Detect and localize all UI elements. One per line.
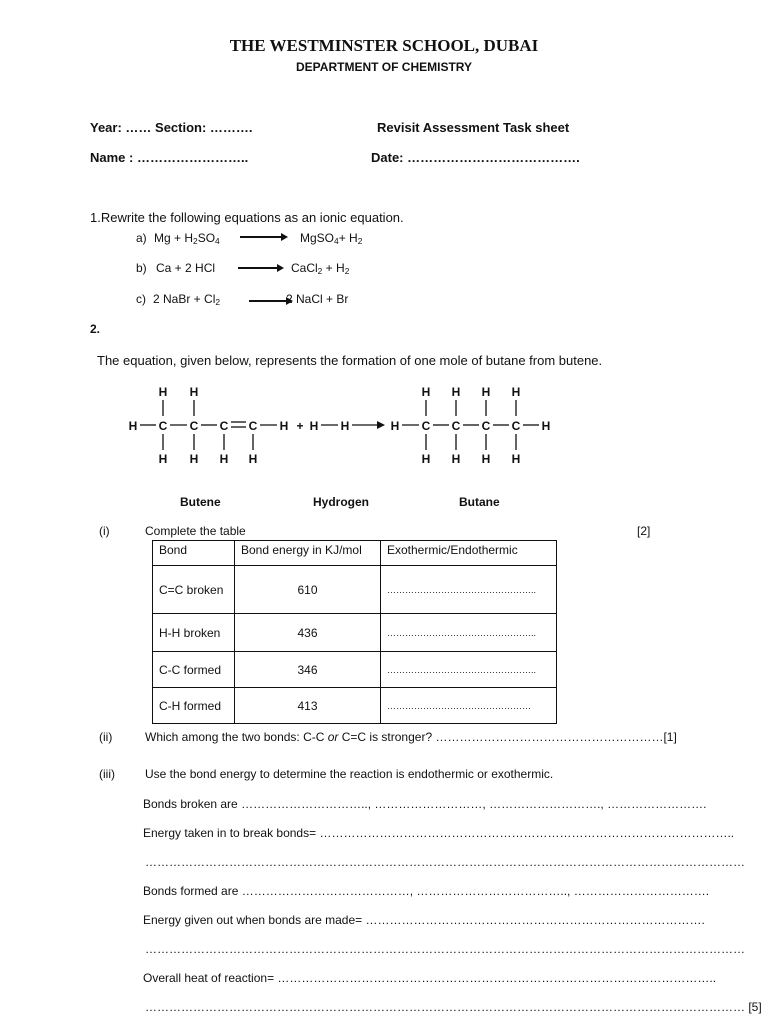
q1a-label: a) [136, 231, 147, 245]
butene-c4: C [248, 419, 258, 433]
butene-h-top-2: H [189, 385, 199, 399]
part-i-text: Complete the table [145, 524, 246, 538]
q1b-reactants: Ca + 2 HCl [156, 261, 216, 275]
energy-cell: 346 [235, 652, 381, 688]
butene-h-right: H [279, 419, 289, 433]
butane-h-top-4: H [511, 385, 521, 399]
butane-c3: C [481, 419, 491, 433]
butene-hydrogenation-diagram [95, 350, 565, 470]
answer-blank[interactable]: ………………………………………… [381, 688, 557, 724]
bond-cell: C-C formed [153, 652, 235, 688]
butene-h-bottom-4: H [248, 452, 258, 466]
q2-number: 2. [90, 322, 101, 336]
butene-h-bottom-1: H [158, 452, 168, 466]
bond-energy-table [152, 540, 557, 724]
q1c-products: 2 NaCl + Br [286, 292, 349, 306]
butane-h-bottom-3: H [481, 452, 491, 466]
table-row [153, 614, 557, 652]
butene-h-bottom-3: H [219, 452, 229, 466]
department-title: DEPARTMENT OF CHEMISTRY [296, 60, 472, 74]
date-field: Date: …………………………………. [371, 150, 580, 165]
butane-h-bottom-1: H [421, 452, 431, 466]
butane-h-right: H [541, 419, 551, 433]
energy-cell: 413 [235, 688, 381, 724]
task-title: Revisit Assessment Task sheet [377, 120, 570, 135]
answer-blank[interactable]: ………………………………………….. [381, 614, 557, 652]
energy-cell: 436 [235, 614, 381, 652]
header-energy: Bond energy in KJ/mol [235, 541, 381, 566]
label-butene: Butene [180, 495, 221, 509]
butane-h-bottom-2: H [451, 452, 461, 466]
header-type: Exothermic/Endothermic [381, 541, 557, 566]
butene-c1: C [158, 419, 168, 433]
reaction-arrowhead [377, 421, 385, 429]
working-line-1[interactable]: …………………………………………………………………………………………………………………………………… [145, 855, 745, 869]
q1c-reactants: 2 NaBr + $Cl_2$ [153, 292, 221, 308]
energy-cell: 610 [235, 566, 381, 614]
butane-c2: C [451, 419, 461, 433]
q1a-products: MgSO$_4$+ $H_2$ [300, 231, 363, 247]
part-ii-text[interactable]: Which among the two bonds: C-C or C=C is stronger? …………………………………………………[1] [145, 730, 677, 744]
hydrogen-h1: H [309, 419, 319, 433]
header-bond: Bond [153, 541, 235, 566]
school-title: THE WESTMINSTER SCHOOL, DUBAI [229, 36, 539, 55]
butane-c4: C [511, 419, 521, 433]
q1-prompt: 1.Rewrite the following equations as an ionic equation. [90, 210, 404, 225]
table-row [153, 652, 557, 688]
bond-cell: H-H broken [153, 614, 235, 652]
hydrogen-h2: H [340, 419, 350, 433]
bond-cell: C=C broken [153, 566, 235, 614]
butane-h-top-3: H [481, 385, 491, 399]
answer-blank[interactable]: ………………………………………….. [381, 652, 557, 688]
q1a-arrow [240, 236, 286, 238]
q1c-label: c) [136, 292, 146, 306]
overall-heat-line[interactable]: Overall heat of reaction= ……………………………………………………………………………………………….. [143, 971, 717, 985]
table-row [153, 688, 557, 724]
butene-h-left: H [128, 419, 138, 433]
answer-blank[interactable]: ………………………………………….. [381, 566, 557, 614]
butene-c3: C [219, 419, 229, 433]
q1b-label: b) [136, 261, 147, 275]
part-iii-number: (iii) [99, 767, 115, 781]
table-header-row [153, 541, 557, 566]
part-i-number: (i) [99, 524, 110, 538]
q1c-arrow [249, 300, 291, 302]
q1b-products: CaCl$_2$ + $H_2$ [291, 261, 350, 277]
table-row [153, 566, 557, 614]
butene-h-bottom-2: H [189, 452, 199, 466]
q2-intro: The equation, given below, represents the formation of one mole of butane from butene. [97, 353, 603, 368]
bonds-broken-line[interactable]: Bonds broken are ………………………….., ………………………, ………………………., ……………………. [143, 797, 707, 811]
bond-cell: C-H formed [153, 688, 235, 724]
energy-given-line[interactable]: Energy given out when bonds are made= …………………………………………………………………………. [143, 913, 705, 927]
plus-sign: + [296, 419, 304, 433]
butane-h-top-2: H [451, 385, 461, 399]
energy-taken-line[interactable]: Energy taken in to break bonds= ………………………………………………………………………………………….. [143, 826, 735, 840]
butane-h-left: H [390, 419, 400, 433]
butane-c1: C [421, 419, 431, 433]
year-section-field: Year: …… Section: ………. [90, 120, 253, 135]
q1b-arrow [238, 267, 282, 269]
final-answer-line[interactable]: …………………………………………………………………………………………………………………………………… [5] [145, 1000, 762, 1014]
butene-h-top-1: H [158, 385, 168, 399]
butane-h-bottom-4: H [511, 452, 521, 466]
butene-c2: C [189, 419, 199, 433]
part-iii-text: Use the bond energy to determine the reaction is endothermic or exothermic. [145, 767, 554, 781]
working-line-2[interactable]: …………………………………………………………………………………………………………………………………… [145, 942, 745, 956]
label-hydrogen: Hydrogen [313, 495, 370, 509]
label-butane: Butane [459, 495, 500, 509]
part-ii-number: (ii) [99, 730, 113, 744]
q1a-reactants: $Mg + H_2SO_4$ [154, 231, 220, 247]
butane-h-top-1: H [421, 385, 431, 399]
bonds-formed-line[interactable]: Bonds formed are ……………………………………, ……………………………….., ……………………………. [143, 884, 710, 898]
part-i-marks: [2] [637, 524, 651, 538]
name-field: Name : …………………….. [90, 150, 249, 165]
